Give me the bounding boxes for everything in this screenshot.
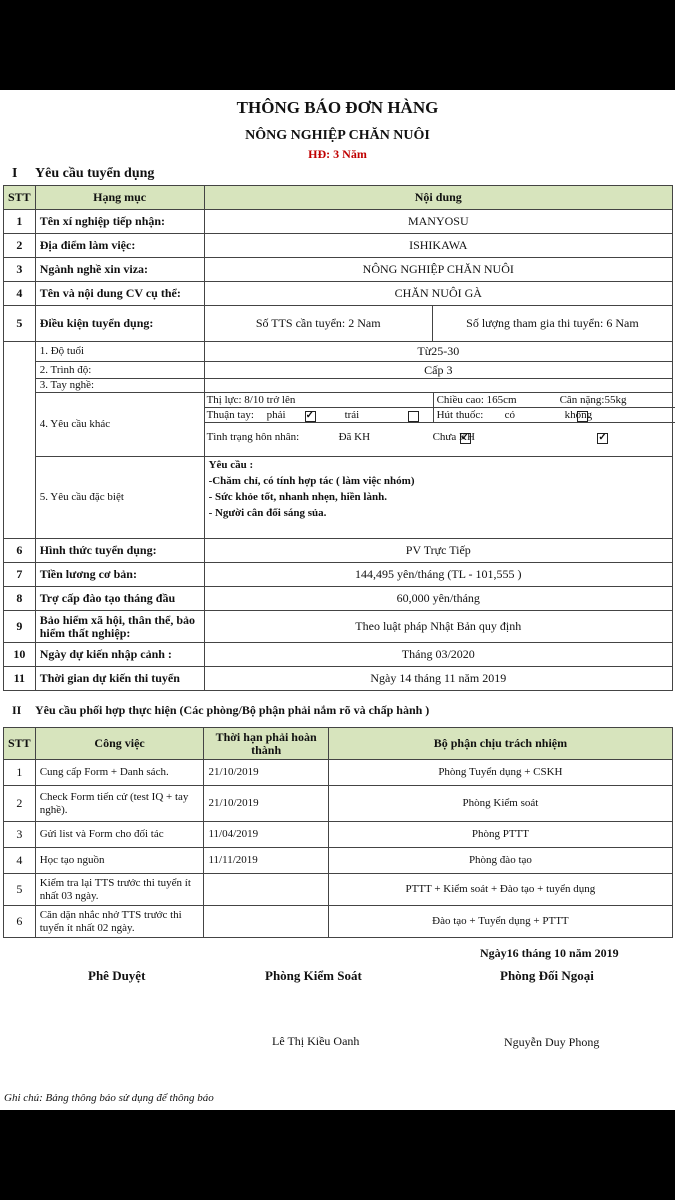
special-req-line: - Người cân đối sáng sủa. bbox=[208, 507, 327, 519]
hand-right-checkbox[interactable] bbox=[305, 411, 316, 422]
education-value: Cấp 3 bbox=[204, 362, 672, 379]
table-row bbox=[4, 306, 673, 342]
age-label: 1. Độ tuổi bbox=[35, 342, 204, 362]
row-value: CHĂN NUÔI GÀ bbox=[204, 282, 672, 306]
education-label: 2. Trình độ: bbox=[35, 362, 204, 379]
row-value: Tháng 03/2020 bbox=[204, 643, 672, 667]
candidates-count: Số lượng tham gia thi tuyển: 6 Nam bbox=[432, 306, 672, 342]
section1-number: I bbox=[12, 166, 18, 181]
row-stt: 7 bbox=[4, 563, 36, 587]
row-value: PV Trực Tiếp bbox=[204, 539, 672, 563]
vision: Thị lực: 8/10 trở lên bbox=[206, 394, 296, 406]
other-req-cell bbox=[204, 393, 672, 457]
trainees-needed: Số TTS cần tuyển: 2 Nam bbox=[204, 306, 432, 342]
approval-label: Phê Duyệt bbox=[88, 968, 146, 983]
col-deadline: Thời hạn phải hoàn thành bbox=[204, 728, 328, 760]
document-page bbox=[0, 90, 675, 1110]
married-label: Đã KH bbox=[338, 431, 371, 443]
special-req-line: - Sức khỏe tốt, nhanh nhẹn, hiền lành. bbox=[208, 491, 387, 503]
row-stt: 4 bbox=[4, 282, 36, 306]
row-value: 60,000 yên/tháng bbox=[204, 587, 672, 611]
contract-term: HĐ: 3 Năm bbox=[308, 147, 367, 161]
requirements-table bbox=[3, 185, 673, 691]
department: Phòng PTTT bbox=[328, 822, 672, 848]
document-title: THÔNG BÁO ĐƠN HÀNG bbox=[236, 98, 439, 117]
task: Check Form tiến cử (test IQ + tay nghề). bbox=[35, 786, 204, 822]
row-label: Ngành nghề xin viza: bbox=[35, 258, 204, 282]
row-label: Bảo hiểm xã hội, thân thể, bảo hiểm thất nghiệp: bbox=[35, 611, 204, 643]
department: PTTT + Kiểm soát + Đào tạo + tuyển dụng bbox=[328, 874, 672, 906]
department: Đào tạo + Tuyển dụng + PTTT bbox=[328, 906, 672, 938]
col-task: Công việc bbox=[35, 728, 204, 760]
single-label: Chưa KH bbox=[432, 431, 475, 443]
table-row bbox=[4, 539, 673, 563]
deadline bbox=[204, 906, 328, 938]
document-subtitle: NÔNG NGHIỆP CHĂN NUÔI bbox=[245, 128, 430, 143]
table-row bbox=[4, 874, 673, 906]
row-value: 144,495 yên/tháng (TL - 101,555 ) bbox=[204, 563, 672, 587]
age-value: Từ25-30 bbox=[204, 342, 672, 362]
row-label: Điều kiện tuyển dụng: bbox=[35, 306, 204, 342]
hand-left-checkbox[interactable] bbox=[408, 411, 419, 422]
table-row bbox=[4, 457, 673, 539]
row-stt: 6 bbox=[4, 539, 36, 563]
table-row bbox=[4, 611, 673, 643]
row-label: Trợ cấp đào tạo tháng đầu bbox=[35, 587, 204, 611]
section2-number: II bbox=[12, 703, 22, 717]
row-value: MANYOSU bbox=[204, 210, 672, 234]
row-label: Tên và nội dung CV cụ thể: bbox=[35, 282, 204, 306]
row-stt: 11 bbox=[4, 667, 36, 691]
task: Cung cấp Form + Danh sách. bbox=[35, 760, 204, 786]
col-item: Hạng mục bbox=[35, 186, 204, 210]
table-row bbox=[4, 342, 673, 362]
control-signer-name: Lê Thị Kiều Oanh bbox=[272, 1034, 360, 1048]
section2-title: Yêu cầu phối hợp thực hiện (Các phòng/Bộ phận phải nắm rõ và chấp hành ) bbox=[35, 703, 430, 717]
control-dept-label: Phòng Kiểm Soát bbox=[265, 968, 362, 983]
task: Học tạo nguồn bbox=[35, 848, 204, 874]
row-label: Ngày dự kiến nhập cảnh : bbox=[35, 643, 204, 667]
row-stt: 2 bbox=[4, 234, 36, 258]
col-dept: Bộ phận chịu trách nhiệm bbox=[328, 728, 672, 760]
deadline: 11/04/2019 bbox=[204, 822, 328, 848]
department: Phòng đào tạo bbox=[328, 848, 672, 874]
signing-date: Ngày16 tháng 10 năm 2019 bbox=[480, 946, 619, 960]
table-row bbox=[4, 587, 673, 611]
table-row bbox=[4, 210, 673, 234]
table-row bbox=[4, 667, 673, 691]
col-stt: STT bbox=[4, 186, 36, 210]
coordination-table bbox=[3, 727, 673, 938]
table-row bbox=[4, 760, 673, 786]
special-req-heading: Yêu cầu : bbox=[208, 459, 254, 471]
table-row bbox=[4, 563, 673, 587]
table-row bbox=[4, 822, 673, 848]
table-row bbox=[4, 786, 673, 822]
hand-left-label: trái bbox=[344, 409, 360, 421]
row-label: Tiền lương cơ bản: bbox=[35, 563, 204, 587]
table-row bbox=[4, 234, 673, 258]
footnote: Ghi chú: Bảng thông báo sử dụng để thông báo bbox=[4, 1092, 214, 1104]
row-stt: 5 bbox=[4, 874, 36, 906]
deadline: 11/11/2019 bbox=[204, 848, 328, 874]
deadline bbox=[204, 874, 328, 906]
row-stt: 4 bbox=[4, 848, 36, 874]
special-req-label: 5. Yêu cầu đặc biệt bbox=[35, 457, 204, 539]
smoke-no-label: không bbox=[564, 409, 593, 421]
row-stt: 10 bbox=[4, 643, 36, 667]
table-row bbox=[4, 848, 673, 874]
task: Căn dặn nhắc nhở TTS trước thi tuyển ít nhất 02 ngày. bbox=[35, 906, 204, 938]
height: Chiều cao: 165cm bbox=[436, 394, 517, 406]
row-value: Theo luật pháp Nhật Bản quy định bbox=[204, 611, 672, 643]
row-label: Địa điểm làm việc: bbox=[35, 234, 204, 258]
row-label: Tên xí nghiệp tiếp nhận: bbox=[35, 210, 204, 234]
table-row bbox=[4, 643, 673, 667]
task: Gửi list và Form cho đối tác bbox=[35, 822, 204, 848]
single-checkbox[interactable] bbox=[597, 433, 608, 444]
table-row bbox=[4, 393, 673, 457]
weight: Cân nặng:55kg bbox=[559, 394, 627, 406]
smoke-yes-label: có bbox=[504, 409, 515, 421]
row-stt: 5 bbox=[4, 306, 36, 342]
table-row bbox=[4, 379, 673, 393]
skill-label: 3. Tay nghề: bbox=[35, 379, 204, 393]
row-stt: 1 bbox=[4, 210, 36, 234]
skill-value bbox=[204, 379, 672, 393]
row-stt: 3 bbox=[4, 822, 36, 848]
foreign-dept-label: Phòng Đối Ngoại bbox=[500, 968, 594, 983]
hand-label: Thuận tay: bbox=[206, 409, 254, 421]
table-row bbox=[4, 362, 673, 379]
section1-title: Yêu cầu tuyển dụng bbox=[35, 166, 155, 181]
row-stt: 9 bbox=[4, 611, 36, 643]
table-row bbox=[4, 906, 673, 938]
row-stt: 2 bbox=[4, 786, 36, 822]
row-stt: 6 bbox=[4, 906, 36, 938]
row-stt: 8 bbox=[4, 587, 36, 611]
special-req-cell bbox=[204, 457, 672, 539]
marital-label: Tình trạng hôn nhân: bbox=[206, 431, 300, 443]
deadline: 21/10/2019 bbox=[204, 786, 328, 822]
row-stt-empty bbox=[4, 342, 36, 539]
row-value: Ngày 14 tháng 11 năm 2019 bbox=[204, 667, 672, 691]
col-stt: STT bbox=[4, 728, 36, 760]
row-stt: 3 bbox=[4, 258, 36, 282]
col-content: Nội dung bbox=[204, 186, 672, 210]
hand-right-label: phải bbox=[266, 409, 286, 421]
row-stt: 1 bbox=[4, 760, 36, 786]
table-row bbox=[4, 282, 673, 306]
row-value: NÔNG NGHIỆP CHĂN NUÔI bbox=[204, 258, 672, 282]
special-req-line: -Chăm chỉ, có tính hợp tác ( làm việc nhóm) bbox=[208, 475, 415, 487]
department: Phòng Tuyển dụng + CSKH bbox=[328, 760, 672, 786]
row-label: Thời gian dự kiến thi tuyển bbox=[35, 667, 204, 691]
other-req-label: 4. Yêu cầu khác bbox=[35, 393, 204, 457]
deadline: 21/10/2019 bbox=[204, 760, 328, 786]
foreign-signer-name: Nguyễn Duy Phong bbox=[504, 1035, 600, 1049]
row-value: ISHIKAWA bbox=[204, 234, 672, 258]
department: Phòng Kiểm soát bbox=[328, 786, 672, 822]
task: Kiểm tra lại TTS trước thi tuyển ít nhất 03 ngày. bbox=[35, 874, 204, 906]
smoke-label: Hút thuốc: bbox=[436, 409, 484, 421]
table-row bbox=[4, 258, 673, 282]
row-label: Hình thức tuyển dụng: bbox=[35, 539, 204, 563]
